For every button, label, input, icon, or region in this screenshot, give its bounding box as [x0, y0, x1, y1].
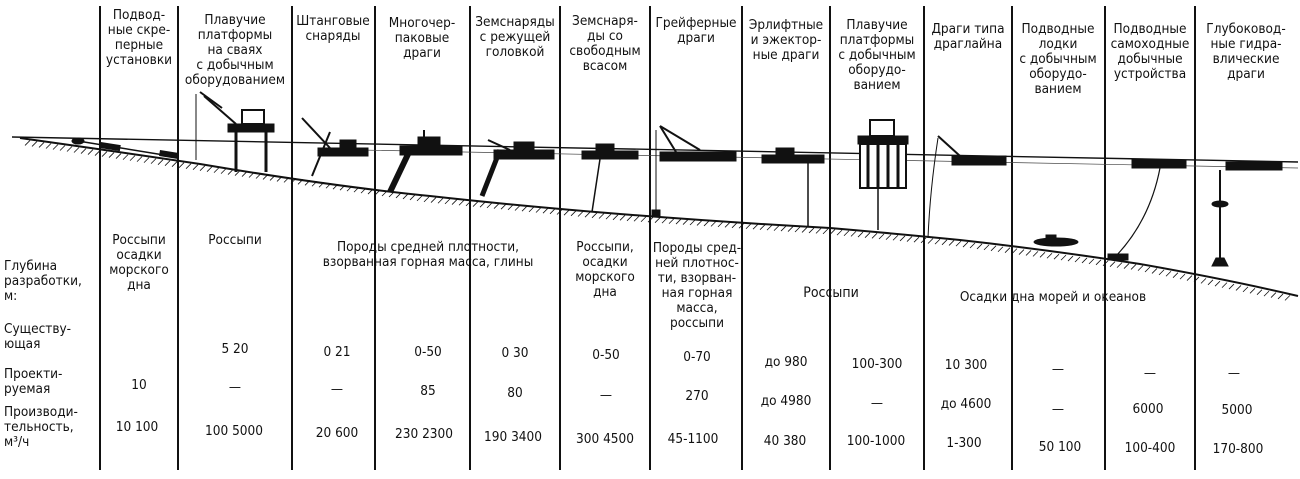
- productivity-dragline: 1-300: [946, 435, 982, 451]
- productivity-airlift: 40 380: [763, 433, 807, 449]
- projected-airlift: до 4980: [760, 393, 812, 409]
- projected-suction: —: [599, 387, 613, 403]
- cutter-suction-dredge-icon: [482, 140, 554, 196]
- productivity-dipper: 20 600: [315, 425, 359, 441]
- productivity-bucket: 230 2300: [395, 426, 453, 442]
- floating-platform-icon: [858, 120, 908, 230]
- airlift-dredge-icon: [762, 148, 824, 226]
- bucket-ladder-dredge-icon: [390, 130, 462, 192]
- plain-suction-dredge-icon: [582, 144, 638, 212]
- existing-submarines: —: [1051, 361, 1065, 377]
- self-propelled-device-icon: [1108, 160, 1186, 260]
- dipper-dredge-icon: [302, 118, 368, 176]
- productivity-cutter: 190 3400: [484, 429, 542, 445]
- projected-dragline: до 4600: [940, 396, 992, 412]
- header-floating-platforms: Плавучие платформы с добычным оборудо- ванием: [838, 17, 916, 93]
- projected-pile-platforms: —: [228, 379, 242, 395]
- projected-dipper: —: [330, 381, 344, 397]
- existing-bucket: 0-50: [414, 344, 442, 360]
- projected-scraper: 10: [131, 377, 147, 393]
- row-label-productivity: Производи- тельность, м³/ч: [4, 404, 78, 450]
- header-airlift-dredges: Эрлифтные и эжектор- ные драги: [748, 17, 824, 63]
- deposit-pile-platforms: Россыпи: [208, 232, 262, 248]
- dragline-dredge-icon: [928, 136, 1006, 238]
- existing-suction: 0-50: [592, 347, 620, 363]
- header-grab-dredges: Грейферные драги: [655, 15, 737, 46]
- existing-airlift: до 980: [764, 354, 808, 370]
- productivity-floating: 100-1000: [846, 433, 906, 449]
- header-self-propelled: Подводные самоходные добычные устройства: [1110, 21, 1190, 82]
- header-pile-platforms: Плавучие платформы на сваях с добычным оборудованием: [184, 12, 286, 88]
- header-submarines: Подводные лодки с добычным оборудо- ванием: [1019, 21, 1097, 97]
- existing-self-propelled: —: [1143, 365, 1157, 381]
- existing-dragline: 10 300: [944, 357, 988, 373]
- grab-dredge-icon: [652, 126, 736, 216]
- mining-submarine-icon: [1034, 235, 1078, 246]
- header-bucket-dredges: Многочер- паковые драги: [388, 15, 456, 61]
- projected-deep-hydraulic: 5000: [1221, 402, 1253, 418]
- productivity-grab: 45-1100: [667, 431, 719, 447]
- deep-hydraulic-dredge-icon: [1212, 162, 1282, 266]
- row-label-projected: Проекти- руемая: [4, 366, 63, 397]
- projected-submarines: —: [1051, 401, 1065, 417]
- projected-self-propelled: 6000: [1132, 401, 1164, 417]
- deposit-dense-rock: Породы средней плотности, взорванная горная масса, глины: [322, 239, 534, 270]
- header-dipper-dredges: Штанговые снаряды: [296, 13, 370, 44]
- productivity-submarines: 50 100: [1038, 439, 1082, 455]
- header-cutter-dredges: Земснаряды с режущей головкой: [475, 14, 555, 60]
- deposit-grab: Породы сред- ней плотнос- ти, взорван- ная горная масса, россыпи: [652, 240, 742, 331]
- productivity-deep-hydraulic: 170-800: [1212, 441, 1264, 457]
- projected-bucket: 85: [420, 383, 436, 399]
- header-deep-hydraulic: Глубоковод- ные гидра- влические драги: [1206, 21, 1286, 82]
- pile-platform-icon: [196, 92, 274, 172]
- deposit-scraper: Россыпи осадки морского дна: [109, 232, 169, 293]
- existing-floating: 100-300: [851, 356, 903, 372]
- projected-cutter: 80: [507, 385, 523, 401]
- deposit-suction: Россыпи, осадки морского дна: [575, 239, 635, 300]
- existing-pile-platforms: 5 20: [221, 341, 249, 357]
- row-label-depth: Глубина разработки, м:: [4, 258, 82, 304]
- header-scraper-units: Подвод- ные скре- перные установки: [105, 7, 173, 68]
- existing-grab: 0-70: [683, 349, 711, 365]
- row-label-existing: Существу- ющая: [4, 321, 72, 352]
- productivity-self-propelled: 100-400: [1124, 440, 1176, 456]
- header-dragline-dredges: Драги типа драглайна: [931, 21, 1005, 52]
- projected-floating: —: [870, 395, 884, 411]
- productivity-suction: 300 4500: [576, 431, 634, 447]
- existing-cutter: 0 30: [501, 345, 529, 361]
- deposit-placers: Россыпи: [803, 285, 859, 301]
- deposit-ocean-sediments: Осадки дна морей и океанов: [959, 289, 1147, 305]
- existing-dipper: 0 21: [323, 344, 351, 360]
- productivity-pile-platforms: 100 5000: [205, 423, 263, 439]
- existing-deep-hydraulic: —: [1227, 365, 1241, 381]
- projected-grab: 270: [685, 388, 709, 404]
- productivity-scraper: 10 100: [115, 419, 159, 435]
- header-suction-dredges: Земснаря- ды со свободным всасом: [569, 13, 641, 74]
